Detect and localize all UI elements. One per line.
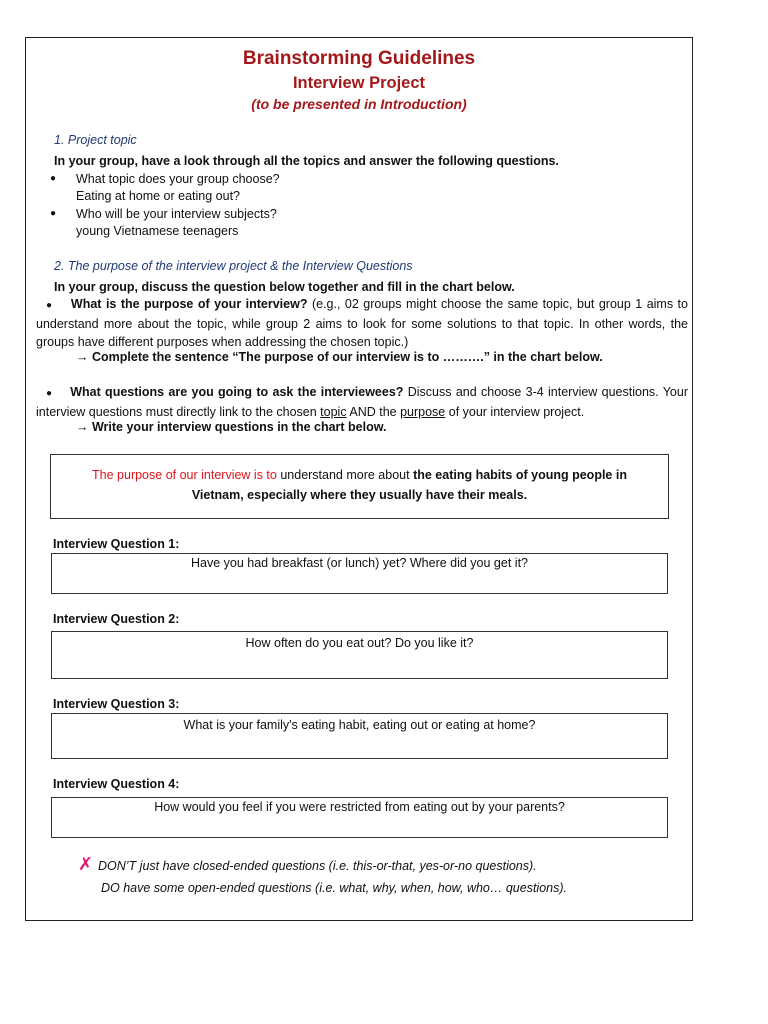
x-mark-icon: ✗ [78,854,94,874]
interview-question-1-text: Have you had breakfast (or lunch) yet? Where did you get it? [191,556,528,570]
purpose-box[interactable] [50,454,669,519]
section1-question-2: Who will be your interview subjects? [76,207,277,221]
write-questions: Write your interview questions in the chart below. [91,420,387,434]
questions-question: What questions are you going to ask the interviewees? [70,385,404,399]
purpose-middle: understand more about [276,468,414,482]
bullet-icon: ● [50,173,57,184]
purpose-bold-part: the eating habits of young people in Vietnam, especially where they usually have their meals. [191,468,627,502]
arrow-icon: → [76,350,89,364]
topic-word: topic [320,405,347,419]
interview-question-4-label: Interview Question 4: [53,777,180,791]
document-subtitle: Interview Project [292,74,426,92]
complete-sentence: Complete the sentence “The purpose of our interview is to ……….” in the chart below. [91,350,603,364]
write-questions-line [76,418,386,436]
purpose-word: purpose [400,405,446,419]
interview-question-2-label: Interview Question 2: [53,612,180,626]
interview-question-3-text: What is your family's eating habit, eating out or eating at home? [183,718,536,732]
section1-question-1: What topic does your group choose? [76,172,280,186]
interview-question-4-box[interactable] [51,797,668,838]
complete-sentence-line [76,348,603,366]
questions-description-1: Discuss and choose 3-4 interview questions. Your interview questions must directly link to the chosen [36,385,688,419]
section1-instruction: In your group, have a look through all the topics and answer the following questions. [54,154,559,168]
interview-question-3-label: Interview Question 3: [53,697,180,711]
document-title: Brainstorming Guidelines [242,48,476,69]
section1-heading: 1. Project topic [54,133,137,147]
dont-tip: DON’T just have closed-ended questions (i.e. this-or-that, yes-or-no questions). [98,859,537,873]
section2-heading: 2. The purpose of the interview project & the Interview Questions [54,259,413,273]
interview-question-2-box[interactable] [51,631,668,679]
interview-question-1-box[interactable] [51,553,668,594]
document-note: (to be presented in Introduction) [251,96,467,112]
purpose-question-paragraph [36,295,688,351]
section1-answer-1: Eating at home or eating out? [76,189,241,203]
purpose-statement [71,465,648,505]
questions-description-2: of your interview project. [445,405,585,419]
interview-question-4-text: How would you feel if you were restricted from eating out by your parents? [154,800,565,814]
and-the-text: AND the [346,405,401,419]
purpose-question: What is the purpose of your interview? [70,297,308,311]
bullet-icon: ● [46,300,54,311]
questions-paragraph [36,383,688,421]
interview-question-1-label: Interview Question 1: [53,537,180,551]
purpose-description: (e.g., 02 groups might choose the same topic, but group 1 aims to understand more about the topic, while group 2 aims to look for some solutions to that topic. In other words, the groups have different purposes when addressing the chosen topic.) [36,297,688,349]
interview-question-2-text: How often do you eat out? Do you like it? [245,636,474,650]
interview-question-3-box[interactable] [51,713,668,759]
section1-answer-2: young Vietnamese teenagers [76,224,239,238]
bullet-icon: ● [46,388,53,399]
section2-instruction: In your group, discuss the question below together and fill in the chart below. [54,280,515,294]
purpose-lead: The purpose of our interview is to [92,468,277,482]
arrow-icon: → [76,420,89,434]
do-tip: DO have some open-ended questions (i.e. what, why, when, how, who… questions). [101,881,567,895]
bullet-icon: ● [50,208,57,219]
